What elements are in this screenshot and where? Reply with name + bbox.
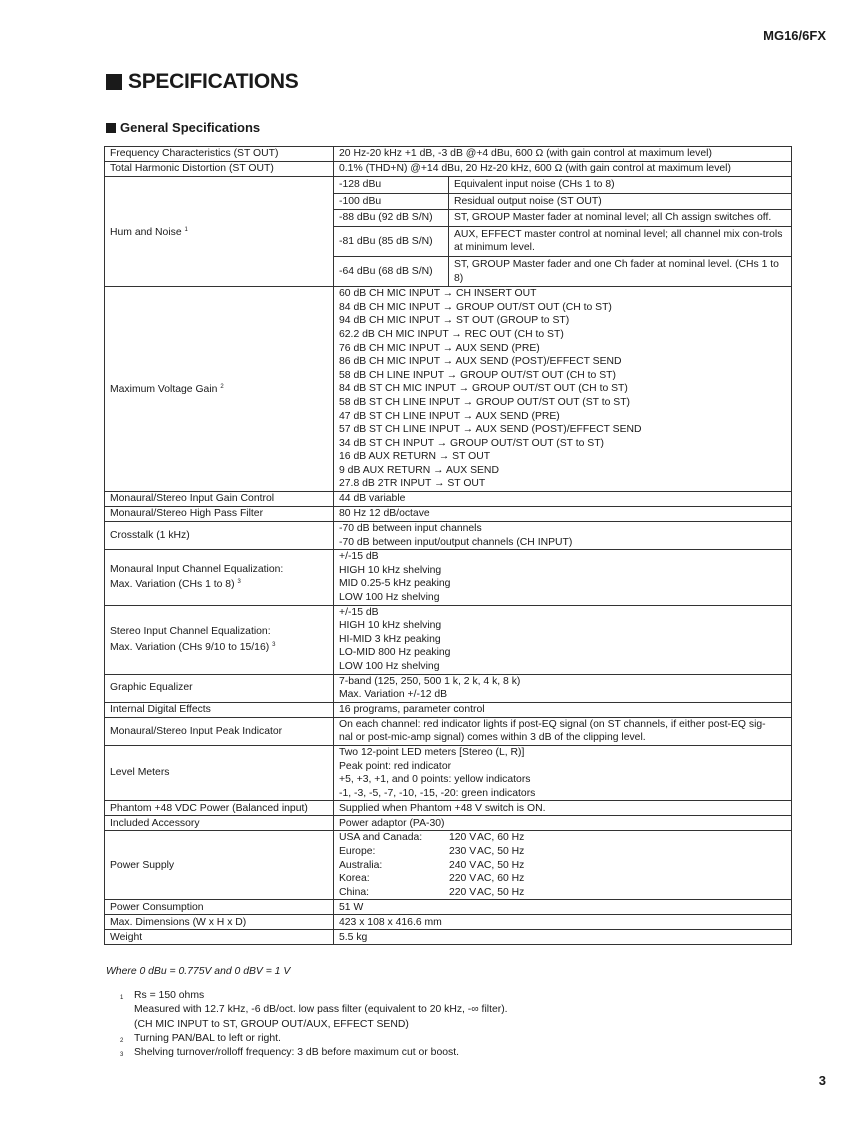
spec-value xyxy=(334,816,792,831)
hum-noise-table xyxy=(334,177,791,286)
power-ac: AC, 50 Hz xyxy=(477,886,525,898)
noise-condition: ST, GROUP Master fader and one Ch fader at nominal level. (CHs 1 to 8) xyxy=(454,258,779,284)
value-line: LOW 100 Hz shelving xyxy=(339,661,440,672)
spec-label xyxy=(105,801,334,816)
spec-row xyxy=(105,745,792,800)
value-line: 58 dB CH LINE INPUT → GROUP OUT/ST OUT (CH to ST) xyxy=(339,369,616,381)
footnote-line: Turning PAN/BAL to left or right. xyxy=(134,1032,281,1044)
power-region: Korea: xyxy=(339,873,370,885)
label-text: Internal Digital Effects xyxy=(110,703,211,715)
power-region: Europe: xyxy=(339,845,376,857)
value-line: -70 dB between input channels xyxy=(339,523,482,535)
page-title-text: SPECIFICATIONS xyxy=(128,70,299,93)
spec-row xyxy=(105,702,792,717)
value-line: +5, +3, +1, and 0 points: yellow indicators xyxy=(339,774,531,786)
value-line: HI-MID 3 kHz peaking xyxy=(339,633,441,645)
spec-value xyxy=(334,177,792,287)
value-line: 94 dB CH MIC INPUT → ST OUT (GROUP to ST) xyxy=(339,315,570,327)
spec-row xyxy=(105,605,792,674)
value-line: 20 Hz-20 kHz +1 dB, -3 dB @+4 dBu, 600 Ω (with gain control at maximum level) xyxy=(339,148,712,160)
spec-label xyxy=(105,674,334,702)
value-line: 423 x 108 x 416.6 mm xyxy=(339,916,442,928)
noise-condition: Residual output noise (ST OUT) xyxy=(449,193,792,210)
square-bullet-icon xyxy=(106,123,116,133)
footnote-ref: 1 xyxy=(184,226,188,233)
spec-label xyxy=(105,745,334,800)
noise-value: -128 dBu xyxy=(334,177,449,193)
footnote-line: Measured with 12.7 kHz, -6 dB/oct. low pass filter (equivalent to 20 kHz, -∞ filter). xyxy=(134,1004,508,1016)
spec-value xyxy=(334,717,792,745)
spec-label xyxy=(105,550,334,605)
spec-row xyxy=(105,900,792,915)
value-line: 57 dB ST CH LINE INPUT → AUX SEND (POST)/EFFECT SEND xyxy=(339,424,642,436)
value-line: -1, -3, -5, -7, -10, -15, -20: green indicators xyxy=(339,787,536,799)
value-line: nal or post-mic-amp signal) comes within 3 dB of the clipping level. xyxy=(339,732,646,744)
power-volt: 220 V xyxy=(449,873,477,885)
label-text: Weight xyxy=(110,931,143,943)
spec-row xyxy=(105,816,792,831)
footnote xyxy=(120,1046,508,1060)
spec-value xyxy=(334,507,792,522)
power-region: China: xyxy=(339,886,370,898)
value-line: +/-15 dB xyxy=(339,551,379,563)
label-text: Monaural/Stereo Input Gain Control xyxy=(110,493,275,505)
value-line: HIGH 10 kHz shelving xyxy=(339,564,442,576)
spec-row xyxy=(105,177,792,287)
value-line: LOW 100 Hz shelving xyxy=(339,592,440,604)
spec-value xyxy=(334,801,792,816)
spec-label xyxy=(105,162,334,177)
spec-row xyxy=(105,831,792,900)
label-text: Max. Variation (CHs 9/10 to 15/16) xyxy=(110,641,270,653)
value-line: 47 dB ST CH LINE INPUT → AUX SEND (PRE) xyxy=(339,410,560,422)
power-volt: 120 V xyxy=(449,832,477,844)
power-ac: AC, 60 Hz xyxy=(477,873,525,885)
spec-label xyxy=(105,605,334,674)
spec-value xyxy=(334,930,792,945)
footnote-ref: 2 xyxy=(220,384,224,391)
label-text: Crosstalk (1 kHz) xyxy=(110,529,190,541)
spec-value xyxy=(334,287,792,492)
spec-value xyxy=(334,831,792,900)
noise-value: -64 dBu (68 dB S/N) xyxy=(334,256,449,286)
value-line: 0.1% (THD+N) @+14 dBu, 20 Hz-20 kHz, 600 Ω (with gain control at maximum level) xyxy=(339,163,731,175)
unit-note: Where 0 dBu = 0.775V and 0 dBV = 1 V xyxy=(106,966,291,977)
spec-label xyxy=(105,177,334,287)
spec-table xyxy=(104,146,792,945)
spec-row xyxy=(105,162,792,177)
spec-label xyxy=(105,492,334,507)
label-text: Level Meters xyxy=(110,767,170,779)
value-line: Power adaptor (PA-30) xyxy=(339,817,445,829)
square-bullet-icon xyxy=(106,74,122,90)
value-line: Max. Variation +/-12 dB xyxy=(339,689,448,701)
power-volt: 240 V xyxy=(449,859,477,871)
spec-value xyxy=(334,550,792,605)
value-line: 51 W xyxy=(339,901,364,913)
spec-row xyxy=(105,522,792,550)
spec-label xyxy=(105,816,334,831)
footnote-line: Shelving turnover/rolloff frequency: 3 dB before maximum cut or boost. xyxy=(134,1047,459,1059)
hum-noise-row xyxy=(334,193,791,210)
hum-noise-row xyxy=(334,256,791,286)
footnote xyxy=(120,989,508,1032)
spec-row xyxy=(105,674,792,702)
value-line: 5.5 kg xyxy=(339,931,368,943)
model-name: MG16/6FX xyxy=(763,28,826,43)
noise-value: -81 dBu (85 dB S/N) xyxy=(334,226,449,256)
spec-row xyxy=(105,287,792,492)
power-ac: AC, 60 Hz xyxy=(477,832,525,844)
label-text: Frequency Characteristics (ST OUT) xyxy=(110,148,279,160)
label-text: Hum and Noise xyxy=(110,226,182,238)
label-text: Max. Variation (CHs 1 to 8) xyxy=(110,579,235,591)
value-line: 60 dB CH MIC INPUT → CH INSERT OUT xyxy=(339,288,537,300)
spec-label xyxy=(105,287,334,492)
footnote-ref: 3 xyxy=(237,579,241,586)
value-line: -70 dB between input/output channels (CH INPUT) xyxy=(339,536,573,548)
spec-row xyxy=(105,147,792,162)
label-text: Total Harmonic Distortion (ST OUT) xyxy=(110,163,274,175)
footnote-mark: 1 xyxy=(120,995,124,1001)
spec-value xyxy=(334,147,792,162)
value-line: 84 dB ST CH MIC INPUT → GROUP OUT/ST OUT (CH to ST) xyxy=(339,383,628,395)
spec-label xyxy=(105,717,334,745)
label-text: Phantom +48 VDC Power (Balanced input) xyxy=(110,802,308,814)
spec-label xyxy=(105,900,334,915)
spec-row xyxy=(105,507,792,522)
spec-label xyxy=(105,930,334,945)
power-ac: AC, 50 Hz xyxy=(477,859,525,871)
hum-noise-row xyxy=(334,210,791,227)
spec-label xyxy=(105,147,334,162)
noise-condition: ST, GROUP Master fader at nominal level; all Ch assign switches off. xyxy=(449,210,792,227)
spec-value xyxy=(334,162,792,177)
value-line: 16 programs, parameter control xyxy=(339,703,485,715)
spec-label xyxy=(105,915,334,930)
footnote-mark: 2 xyxy=(120,1037,124,1044)
page-number: 3 xyxy=(818,1073,826,1088)
power-region: USA and Canada: xyxy=(339,832,423,844)
value-line: 58 dB ST CH LINE INPUT → GROUP OUT/ST OUT (ST to ST) xyxy=(339,396,631,408)
value-line: 86 dB CH MIC INPUT → AUX SEND (POST)/EFFECT SEND xyxy=(339,356,622,368)
label-text: Max. Dimensions (W x H x D) xyxy=(110,916,247,928)
noise-condition: Equivalent input noise (CHs 1 to 8) xyxy=(449,177,792,193)
label-text: Monaural/Stereo High Pass Filter xyxy=(110,508,264,520)
noise-condition: AUX, EFFECT master control at nominal level; all channel mix con-trols at minimum level. xyxy=(449,226,792,256)
label-text: Stereo Input Channel Equalization: xyxy=(110,626,271,638)
spec-label xyxy=(105,507,334,522)
value-line: 34 dB ST CH INPUT → GROUP OUT/ST OUT (ST to ST) xyxy=(339,437,605,449)
spec-label xyxy=(105,831,334,900)
value-line: Two 12-point LED meters [Stereo (L, R)] xyxy=(339,746,525,758)
footnote-line: Rs = 150 ohms xyxy=(134,990,205,1001)
value-line: 44 dB variable xyxy=(339,493,406,505)
value-line: 62.2 dB CH MIC INPUT → REC OUT (CH to ST) xyxy=(339,328,564,340)
spec-label xyxy=(105,522,334,550)
spec-row xyxy=(105,492,792,507)
footnote xyxy=(120,1032,508,1046)
spec-value xyxy=(334,745,792,800)
value-line: 76 dB CH MIC INPUT → AUX SEND (PRE) xyxy=(339,342,540,354)
label-text: Monaural Input Channel Equalization: xyxy=(110,563,284,575)
spec-value xyxy=(334,522,792,550)
hum-noise-row xyxy=(334,177,791,193)
page-title xyxy=(106,70,298,94)
value-line: 80 Hz 12 dB/octave xyxy=(339,508,430,520)
label-text: Maximum Voltage Gain xyxy=(110,384,218,396)
spec-value xyxy=(334,900,792,915)
spec-row xyxy=(105,717,792,745)
value-line: MID 0.25-5 kHz peaking xyxy=(339,578,451,590)
power-region: Australia: xyxy=(339,859,383,871)
footnote-mark: 3 xyxy=(120,1052,124,1059)
value-line: 9 dB AUX RETURN → AUX SEND xyxy=(339,464,499,476)
value-line: 7-band (125, 250, 500 1 k, 2 k, 4 k, 8 k) xyxy=(339,675,521,687)
power-volt: 220 V xyxy=(449,886,477,898)
noise-value: -88 dBu (92 dB S/N) xyxy=(334,210,449,227)
section-title xyxy=(106,120,260,135)
label-text: Graphic Equalizer xyxy=(110,682,193,694)
footnotes xyxy=(120,989,508,1060)
spec-value xyxy=(334,605,792,674)
spec-label xyxy=(105,702,334,717)
spec-value xyxy=(334,492,792,507)
power-supply-list xyxy=(339,831,786,899)
label-text: Power Supply xyxy=(110,859,175,871)
value-line: Peak point: red indicator xyxy=(339,760,452,772)
label-text: Included Accessory xyxy=(110,817,200,829)
value-line: On each channel: red indicator lights if post-EQ signal (on ST channels, if either post-EQ sig- xyxy=(339,718,766,730)
spec-row xyxy=(105,801,792,816)
noise-value: -100 dBu xyxy=(334,193,449,210)
value-line: HIGH 10 kHz shelving xyxy=(339,620,442,632)
spec-value xyxy=(334,674,792,702)
label-text: Power Consumption xyxy=(110,901,204,913)
value-line: 16 dB AUX RETURN → ST OUT xyxy=(339,451,491,463)
spec-value xyxy=(334,702,792,717)
spec-row xyxy=(105,930,792,945)
footnote-line: (CH MIC INPUT to ST, GROUP OUT/AUX, EFFECT SEND) xyxy=(134,1018,409,1030)
section-title-text: General Specifications xyxy=(120,120,261,135)
power-volt: 230 V xyxy=(449,845,477,857)
value-line: +/-15 dB xyxy=(339,606,379,618)
hum-noise-row xyxy=(334,226,791,256)
label-text: Monaural/Stereo Input Peak Indicator xyxy=(110,725,283,737)
value-line: 27.8 dB 2TR INPUT → ST OUT xyxy=(339,478,486,490)
value-line: 84 dB CH MIC INPUT → GROUP OUT/ST OUT (CH to ST) xyxy=(339,301,612,313)
value-line: LO-MID 800 Hz peaking xyxy=(339,647,451,659)
spec-row xyxy=(105,915,792,930)
value-line: Supplied when Phantom +48 V switch is ON. xyxy=(339,802,546,814)
spec-row xyxy=(105,550,792,605)
footnote-ref: 3 xyxy=(272,641,276,648)
spec-value xyxy=(334,915,792,930)
power-ac: AC, 50 Hz xyxy=(477,845,525,857)
